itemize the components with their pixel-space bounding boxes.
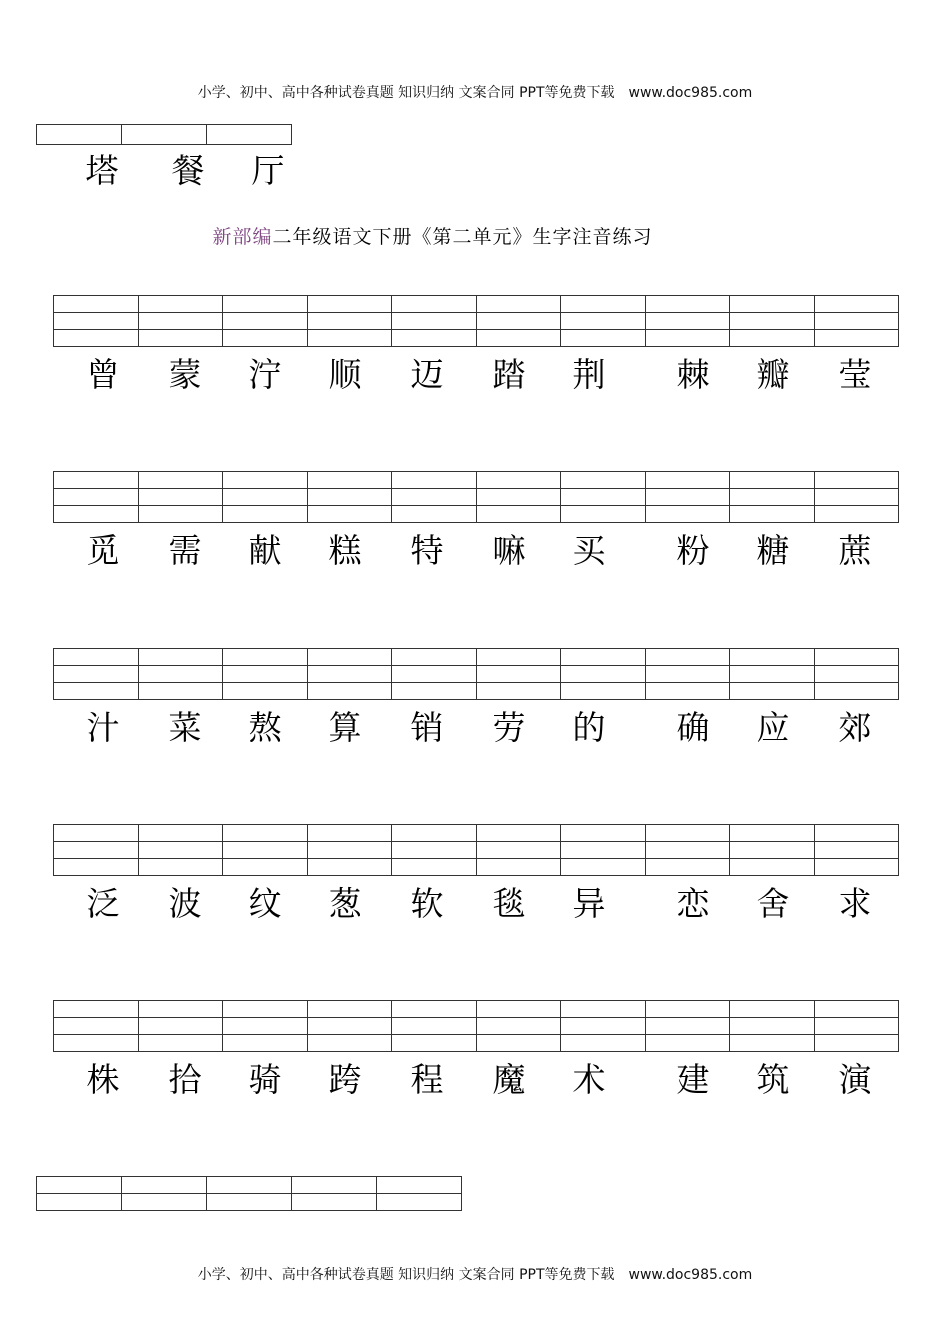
pinyin-cell[interactable] (392, 666, 477, 683)
pinyin-cell[interactable] (223, 1035, 308, 1052)
pinyin-cell[interactable] (730, 489, 815, 506)
pinyin-grid (53, 1000, 899, 1052)
pinyin-cell[interactable] (307, 649, 392, 666)
pinyin-cell[interactable] (561, 649, 646, 666)
pinyin-cell[interactable] (476, 1018, 561, 1035)
char: 献 (248, 531, 282, 570)
pinyin-cell[interactable] (307, 666, 392, 683)
pinyin-cell[interactable] (645, 506, 730, 523)
char: 葱 (328, 884, 362, 923)
char: 厅 (251, 151, 285, 190)
pinyin-cell[interactable] (645, 296, 730, 313)
pinyin-cell[interactable] (730, 859, 815, 876)
char: 魔 (492, 1060, 526, 1099)
pinyin-cell[interactable] (561, 859, 646, 876)
char: 建 (676, 1060, 710, 1099)
pinyin-cell[interactable] (730, 1001, 815, 1018)
pinyin-cell[interactable] (223, 683, 308, 700)
pinyin-cell[interactable] (814, 649, 899, 666)
pinyin-cell[interactable] (307, 842, 392, 859)
pinyin-cell[interactable] (730, 666, 815, 683)
char: 波 (168, 884, 202, 923)
pinyin-cell[interactable] (392, 825, 477, 842)
pinyin-cell[interactable] (476, 1001, 561, 1018)
pinyin-cell[interactable] (54, 842, 139, 859)
footer-url[interactable]: www.doc985.com (628, 1267, 753, 1283)
header-url[interactable]: www.doc985.com (628, 85, 753, 101)
bottom-pinyin-grid (36, 1176, 462, 1211)
pinyin-cell[interactable] (223, 1018, 308, 1035)
char: 纹 (248, 884, 282, 923)
char: 需 (168, 531, 202, 570)
pinyin-cell[interactable] (814, 506, 899, 523)
pinyin-cell[interactable] (392, 859, 477, 876)
pinyin-cell[interactable] (476, 666, 561, 683)
pinyin-cell[interactable] (54, 489, 139, 506)
pinyin-cell[interactable] (138, 506, 223, 523)
char: 汁 (86, 708, 120, 747)
pinyin-cell[interactable] (730, 825, 815, 842)
char: 算 (328, 708, 362, 747)
pinyin-cell[interactable] (730, 683, 815, 700)
char: 筑 (756, 1060, 790, 1099)
char-row (53, 352, 898, 398)
page-title (0, 222, 865, 249)
footer-text: 小学、初中、高中各种试卷真题 知识归纳 文案合同 PPT等免费下载 (197, 1267, 615, 1283)
pinyin-cell[interactable] (54, 649, 139, 666)
pinyin-cell[interactable] (307, 506, 392, 523)
char: 荆 (572, 355, 606, 394)
pinyin-cell[interactable] (307, 330, 392, 347)
pinyin-cell[interactable] (476, 683, 561, 700)
pinyin-cell[interactable] (223, 296, 308, 313)
pinyin-cell[interactable] (223, 330, 308, 347)
pinyin-cell[interactable] (392, 1035, 477, 1052)
char-row (53, 528, 898, 574)
pinyin-cell[interactable] (730, 313, 815, 330)
pinyin-cell[interactable] (307, 825, 392, 842)
pinyin-cell[interactable] (645, 649, 730, 666)
pinyin-cell[interactable] (392, 1001, 477, 1018)
pinyin-cell[interactable] (54, 683, 139, 700)
pinyin-cell[interactable] (645, 683, 730, 700)
pinyin-cell[interactable] (561, 1018, 646, 1035)
pinyin-cell[interactable] (730, 296, 815, 313)
char: 软 (410, 884, 444, 923)
pinyin-cell[interactable] (645, 489, 730, 506)
pinyin-cell[interactable] (561, 330, 646, 347)
pinyin-grid (53, 648, 899, 700)
pinyin-grid (53, 824, 899, 876)
char: 确 (676, 708, 710, 747)
top-pinyin-grid (36, 124, 292, 145)
pinyin-cell[interactable] (730, 842, 815, 859)
pinyin-cell[interactable] (223, 842, 308, 859)
title-rest: 二年级语文下册《第二单元》生字注音练习 (272, 226, 653, 248)
char: 销 (410, 708, 444, 747)
pinyin-cell[interactable] (645, 859, 730, 876)
header-text: 小学、初中、高中各种试卷真题 知识归纳 文案合同 PPT等免费下载 (197, 85, 615, 101)
pinyin-cell[interactable] (138, 489, 223, 506)
pinyin-cell[interactable] (392, 330, 477, 347)
pinyin-cell[interactable] (54, 825, 139, 842)
pinyin-cell[interactable] (392, 296, 477, 313)
char: 踏 (492, 355, 526, 394)
pinyin-grid (53, 471, 899, 523)
pinyin-cell[interactable] (561, 472, 646, 489)
pinyin-cell[interactable] (138, 666, 223, 683)
pinyin-cell[interactable] (730, 649, 815, 666)
pinyin-cell[interactable] (476, 330, 561, 347)
pinyin-cell[interactable] (392, 842, 477, 859)
pinyin-cell[interactable] (54, 506, 139, 523)
char: 塔 (85, 151, 119, 190)
pinyin-cell[interactable] (392, 506, 477, 523)
char: 迈 (410, 355, 444, 394)
pinyin-cell[interactable] (223, 472, 308, 489)
char: 泞 (248, 355, 282, 394)
char: 演 (838, 1060, 872, 1099)
pinyin-cell[interactable] (561, 825, 646, 842)
pinyin-cell[interactable] (54, 666, 139, 683)
pinyin-cell[interactable] (392, 489, 477, 506)
pinyin-cell[interactable] (476, 472, 561, 489)
pinyin-cell[interactable] (307, 1018, 392, 1035)
pinyin-cell[interactable] (54, 1018, 139, 1035)
pinyin-cell[interactable] (561, 842, 646, 859)
pinyin-cell[interactable] (138, 1018, 223, 1035)
char: 劳 (492, 708, 526, 747)
pinyin-cell[interactable] (223, 666, 308, 683)
char-row (53, 705, 898, 751)
pinyin-cell[interactable] (561, 1001, 646, 1018)
char: 莹 (838, 355, 872, 394)
pinyin-cell[interactable] (54, 859, 139, 876)
char: 菜 (168, 708, 202, 747)
pinyin-cell[interactable] (814, 1001, 899, 1018)
pinyin-cell[interactable] (730, 330, 815, 347)
page-header (0, 82, 950, 102)
char: 嘛 (492, 531, 526, 570)
pinyin-cell[interactable] (392, 1018, 477, 1035)
pinyin-cell[interactable] (561, 313, 646, 330)
pinyin-cell[interactable] (730, 1018, 815, 1035)
pinyin-cell[interactable] (138, 330, 223, 347)
pinyin-cell[interactable] (645, 472, 730, 489)
pinyin-cell[interactable] (645, 666, 730, 683)
pinyin-cell[interactable] (561, 296, 646, 313)
char: 糖 (756, 531, 790, 570)
page-footer (0, 1264, 950, 1284)
pinyin-cell[interactable] (307, 472, 392, 489)
pinyin-cell[interactable] (645, 1018, 730, 1035)
pinyin-cell[interactable] (645, 330, 730, 347)
pinyin-cell[interactable] (392, 472, 477, 489)
pinyin-cell[interactable] (223, 1001, 308, 1018)
char: 程 (410, 1060, 444, 1099)
pinyin-cell[interactable] (223, 489, 308, 506)
pinyin-cell[interactable] (307, 1001, 392, 1018)
pinyin-cell[interactable] (307, 313, 392, 330)
pinyin-cell[interactable] (138, 472, 223, 489)
pinyin-cell[interactable] (476, 296, 561, 313)
pinyin-cell[interactable] (561, 666, 646, 683)
pinyin-cell[interactable] (561, 1035, 646, 1052)
pinyin-grid (53, 295, 899, 347)
char: 的 (572, 708, 606, 747)
char: 瓣 (756, 355, 790, 394)
char: 拾 (168, 1060, 202, 1099)
char: 糕 (328, 531, 362, 570)
pinyin-cell[interactable] (645, 1035, 730, 1052)
pinyin-cell[interactable] (645, 825, 730, 842)
pinyin-cell[interactable] (392, 313, 477, 330)
pinyin-cell[interactable] (223, 825, 308, 842)
pinyin-cell[interactable] (814, 1035, 899, 1052)
pinyin-cell[interactable] (814, 330, 899, 347)
pinyin-cell[interactable] (476, 489, 561, 506)
char: 特 (410, 531, 444, 570)
char: 棘 (676, 355, 710, 394)
pinyin-cell[interactable] (476, 313, 561, 330)
char: 跨 (328, 1060, 362, 1099)
pinyin-cell[interactable] (138, 1035, 223, 1052)
char: 蒙 (168, 355, 202, 394)
pinyin-cell[interactable] (54, 1001, 139, 1018)
pinyin-cell[interactable] (645, 842, 730, 859)
pinyin-cell[interactable] (730, 506, 815, 523)
pinyin-cell[interactable] (392, 649, 477, 666)
char: 应 (756, 708, 790, 747)
pinyin-cell[interactable] (814, 489, 899, 506)
char: 恋 (676, 884, 710, 923)
pinyin-cell[interactable] (476, 842, 561, 859)
char-row (53, 1057, 898, 1103)
char: 郊 (838, 708, 872, 747)
pinyin-cell[interactable] (814, 313, 899, 330)
pinyin-cell[interactable] (645, 313, 730, 330)
char: 术 (572, 1060, 606, 1099)
pinyin-cell[interactable] (54, 296, 139, 313)
char: 熬 (248, 708, 282, 747)
pinyin-cell[interactable] (138, 296, 223, 313)
pinyin-cell[interactable] (476, 649, 561, 666)
pinyin-cell[interactable] (561, 489, 646, 506)
pinyin-cell[interactable] (138, 313, 223, 330)
pinyin-cell[interactable] (476, 1035, 561, 1052)
pinyin-cell[interactable] (730, 472, 815, 489)
pinyin-cell[interactable] (138, 1001, 223, 1018)
char: 餐 (171, 151, 205, 190)
pinyin-cell[interactable] (307, 683, 392, 700)
pinyin-cell[interactable] (54, 1035, 139, 1052)
pinyin-cell[interactable] (54, 330, 139, 347)
char: 求 (838, 884, 872, 923)
pinyin-cell[interactable] (138, 842, 223, 859)
title-accent: 新部编 (212, 226, 273, 248)
char-row (53, 881, 898, 927)
pinyin-cell[interactable] (814, 296, 899, 313)
char: 株 (86, 1060, 120, 1099)
pinyin-cell[interactable] (223, 859, 308, 876)
pinyin-cell[interactable] (730, 1035, 815, 1052)
pinyin-cell[interactable] (138, 859, 223, 876)
pinyin-cell[interactable] (814, 472, 899, 489)
pinyin-cell[interactable] (561, 506, 646, 523)
pinyin-cell[interactable] (814, 666, 899, 683)
pinyin-cell[interactable] (223, 313, 308, 330)
pinyin-cell[interactable] (814, 842, 899, 859)
char: 曾 (86, 355, 120, 394)
pinyin-cell[interactable] (138, 683, 223, 700)
pinyin-cell[interactable] (814, 683, 899, 700)
pinyin-cell[interactable] (561, 683, 646, 700)
pinyin-cell[interactable] (814, 859, 899, 876)
pinyin-cell[interactable] (307, 296, 392, 313)
char: 蔗 (838, 531, 872, 570)
pinyin-cell[interactable] (392, 683, 477, 700)
pinyin-cell[interactable] (476, 825, 561, 842)
char: 骑 (248, 1060, 282, 1099)
pinyin-cell[interactable] (476, 506, 561, 523)
char: 舍 (756, 884, 790, 923)
char: 顺 (328, 355, 362, 394)
pinyin-cell[interactable] (814, 825, 899, 842)
pinyin-cell[interactable] (138, 649, 223, 666)
pinyin-cell[interactable] (223, 649, 308, 666)
pinyin-cell[interactable] (54, 313, 139, 330)
char: 异 (572, 884, 606, 923)
pinyin-cell[interactable] (307, 859, 392, 876)
char: 觅 (86, 531, 120, 570)
char: 粉 (676, 531, 710, 570)
pinyin-cell[interactable] (814, 1018, 899, 1035)
pinyin-cell[interactable] (307, 489, 392, 506)
char: 毯 (492, 884, 526, 923)
pinyin-cell[interactable] (645, 1001, 730, 1018)
char: 买 (572, 531, 606, 570)
pinyin-cell[interactable] (476, 859, 561, 876)
char: 泛 (86, 884, 120, 923)
pinyin-cell[interactable] (138, 825, 223, 842)
pinyin-cell[interactable] (223, 506, 308, 523)
pinyin-cell[interactable] (54, 472, 139, 489)
pinyin-cell[interactable] (307, 1035, 392, 1052)
